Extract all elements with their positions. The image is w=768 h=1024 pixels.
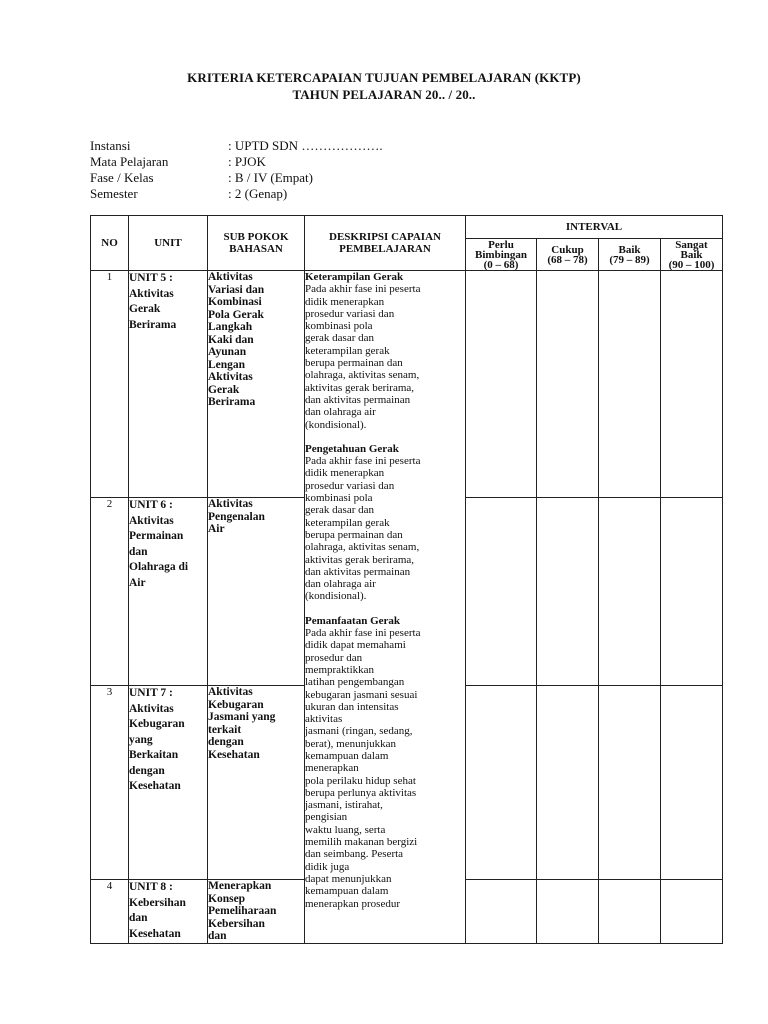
- text-line: jasmani, istirahat,: [305, 799, 383, 812]
- text-line: Kesehatan: [129, 780, 181, 792]
- text-line: Pemeliharaan: [208, 905, 277, 917]
- text-line: berupa permainan dan: [305, 357, 403, 370]
- text-line: Gerak: [208, 383, 240, 396]
- desc-body: [305, 283, 465, 431]
- score-cell-sangat-baik[interactable]: [661, 880, 723, 944]
- score-cell-baik[interactable]: [599, 686, 661, 880]
- info-value: : PJOK: [228, 154, 266, 169]
- text-line: berupa perlunya aktivitas: [305, 786, 417, 799]
- text-line: Olahraga di: [129, 561, 189, 573]
- header-no: NO: [91, 216, 129, 271]
- text-line: didik dapat memahami: [305, 639, 406, 652]
- header-unit: UNIT: [129, 216, 208, 271]
- text-line: Konsep: [208, 892, 246, 905]
- text-line: waktu luang, serta: [305, 823, 386, 836]
- unit-cell: [129, 498, 208, 686]
- text-line: UNIT 5 :: [129, 272, 173, 284]
- text-line: keterampilan gerak: [305, 344, 390, 357]
- text-line: UNIT 8 :: [129, 881, 173, 893]
- text-line: Permainan: [129, 530, 184, 542]
- text-line: Kaki dan: [208, 333, 254, 346]
- text-line: Aktivitas: [208, 271, 253, 283]
- text-line: didik juga: [305, 860, 350, 873]
- desc-heading: Pemanfaatan Gerak: [305, 614, 401, 627]
- text-line: (kondisional).: [305, 418, 367, 431]
- text-line: Air: [208, 523, 225, 535]
- score-cell-baik[interactable]: [599, 271, 661, 498]
- sub-pokok-cell: [208, 686, 305, 880]
- text-line: Aktivitas: [208, 371, 253, 383]
- text-line: Pada akhir fase ini peserta: [305, 627, 421, 640]
- text-line: Berirama: [208, 396, 256, 408]
- score-cell-perlu-bimbingan[interactable]: [466, 880, 537, 944]
- text-line: olahraga, aktivitas senam,: [305, 541, 420, 554]
- text-line: latihan pengembangan: [305, 676, 405, 689]
- header-sangat-baik: Sangat Baik (90 – 100): [661, 239, 723, 271]
- text-line: (kondisional).: [305, 590, 367, 603]
- info-label: Mata Pelajaran: [90, 154, 169, 169]
- unit-cell: [129, 880, 208, 944]
- text-line: Ayunan: [208, 346, 247, 358]
- text-line: Air: [129, 576, 146, 589]
- text-line: pengisian: [305, 811, 348, 824]
- header-cukup: Cukup (68 – 78): [537, 239, 599, 271]
- text-line: Aktivitas: [208, 498, 253, 510]
- table-row: [91, 271, 723, 498]
- text-line: Aktivitas: [129, 287, 174, 300]
- text-line: dan: [129, 912, 148, 924]
- text-line: Kesehatan: [129, 927, 181, 940]
- score-cell-sangat-baik[interactable]: [661, 686, 723, 880]
- text-line: prosedur variasi dan: [305, 479, 395, 492]
- text-line: dan: [208, 930, 227, 942]
- header-interval: INTERVAL: [466, 216, 723, 239]
- text-line: Kombinasi: [208, 296, 262, 308]
- text-line: Aktivitas: [129, 514, 174, 527]
- kktp-table: [90, 215, 723, 944]
- text-line: menerapkan prosedur: [305, 897, 400, 910]
- text-line: aktivitas: [305, 713, 343, 726]
- desc-block-pemanfaatan: [305, 615, 465, 910]
- text-line: Kebugaran: [208, 698, 264, 711]
- score-cell-cukup[interactable]: [537, 271, 599, 498]
- text-line: dan aktivitas permainan: [305, 393, 411, 406]
- score-cell-cukup[interactable]: [537, 880, 599, 944]
- score-cell-perlu-bimbingan[interactable]: [466, 686, 537, 880]
- text-line: dapat menunjukkan: [305, 872, 392, 885]
- unit-cell: [129, 686, 208, 880]
- header-perlu-bimbingan: Perlu Bimbingan (0 – 68): [466, 239, 537, 271]
- desc-block-keterampilan: [305, 271, 465, 431]
- header-deskripsi: DESKRIPSI CAPAIAN PEMBELAJARAN: [305, 216, 466, 271]
- sub-pokok-cell: [208, 498, 305, 686]
- document-subtitle: TAHUN PELAJARAN 20.. / 20..: [292, 87, 476, 102]
- text-line: pola perilaku hidup sehat: [305, 774, 416, 787]
- document-title: KRITERIA KETERCAPAIAN TUJUAN PEMBELAJARAN (KKTP): [187, 70, 581, 85]
- text-line: kemampuan dalam: [305, 749, 389, 762]
- desc-block-pengetahuan: [305, 443, 465, 603]
- text-line: Langkah: [208, 321, 253, 333]
- sub-pokok-cell: [208, 880, 305, 944]
- text-line: kebugaran jasmani sesuai: [305, 688, 418, 701]
- score-cell-perlu-bimbingan[interactable]: [466, 498, 537, 686]
- text-line: Berkaitan: [129, 749, 179, 761]
- text-line: dan olahraga air: [305, 406, 376, 419]
- text-line: Lengan: [208, 358, 246, 371]
- text-line: UNIT 7 :: [129, 687, 173, 699]
- unit-cell: [129, 271, 208, 498]
- text-line: dan seimbang. Peserta: [305, 848, 404, 861]
- text-line: menerapkan: [305, 762, 359, 775]
- text-line: kombinasi pola: [305, 320, 373, 333]
- info-label: Semester: [90, 186, 138, 201]
- row-no: 1: [91, 271, 129, 498]
- text-line: berupa permainan dan: [305, 528, 403, 541]
- text-line: Kesehatan: [208, 748, 260, 761]
- score-cell-perlu-bimbingan[interactable]: [466, 271, 537, 498]
- header-sub-pokok: SUB POKOK BAHASAN: [208, 216, 305, 271]
- text-line: memilih makanan bergizi: [305, 836, 418, 849]
- text-line: kemampuan dalam: [305, 885, 389, 898]
- text-line: keterampilan gerak: [305, 516, 390, 529]
- text-line: Kebugaran: [129, 718, 185, 730]
- text-line: Kebersihan: [208, 917, 265, 930]
- desc-body: [305, 627, 465, 910]
- text-line: olahraga, aktivitas senam,: [305, 369, 420, 382]
- text-line: berat), menunjukkan: [305, 737, 397, 750]
- text-line: dan olahraga air: [305, 578, 376, 591]
- text-line: didik menerapkan: [305, 295, 385, 308]
- score-cell-baik[interactable]: [599, 498, 661, 686]
- text-line: aktivitas gerak berirama,: [305, 381, 415, 394]
- sub-pokok-cell: [208, 271, 305, 498]
- text-line: yang: [129, 733, 153, 746]
- score-cell-sangat-baik[interactable]: [661, 498, 723, 686]
- score-cell-baik[interactable]: [599, 880, 661, 944]
- text-line: Menerapkan: [208, 880, 272, 892]
- text-line: ukuran dan intensitas: [305, 700, 399, 713]
- row-no: 2: [91, 498, 129, 686]
- text-line: Pengenalan: [208, 510, 265, 523]
- info-label: Fase / Kelas: [90, 170, 154, 185]
- text-line: Kebersihan: [129, 896, 186, 909]
- text-line: dengan: [208, 736, 244, 748]
- text-line: terkait: [208, 723, 242, 736]
- info-label: Instansi: [90, 138, 131, 153]
- deskripsi-cell: [305, 271, 466, 944]
- desc-heading: Keterampilan Gerak: [305, 271, 404, 283]
- text-line: jasmani (ringan, sedang,: [305, 725, 413, 738]
- text-line: mempraktikkan: [305, 663, 375, 676]
- text-line: Gerak: [129, 303, 161, 315]
- text-line: Pada akhir fase ini peserta: [305, 455, 421, 468]
- header-baik: Baik (79 – 89): [599, 239, 661, 271]
- text-line: Pola Gerak: [208, 308, 264, 321]
- info-value: : 2 (Genap): [228, 186, 288, 201]
- desc-heading: Pengetahuan Gerak: [305, 442, 399, 455]
- score-cell-cukup[interactable]: [537, 498, 599, 686]
- text-line: prosedur variasi dan: [305, 307, 395, 320]
- text-line: dengan: [129, 764, 165, 777]
- row-no: 3: [91, 686, 129, 880]
- text-line: Variasi dan: [208, 283, 265, 296]
- info-value: : B / IV (Empat): [228, 170, 313, 185]
- score-cell-cukup[interactable]: [537, 686, 599, 880]
- text-line: didik menerapkan: [305, 467, 385, 480]
- text-line: Berirama: [129, 318, 177, 331]
- desc-body: [305, 455, 465, 603]
- text-line: UNIT 6 :: [129, 499, 173, 511]
- text-line: Aktivitas: [129, 702, 174, 715]
- text-line: Pada akhir fase ini peserta: [305, 283, 421, 296]
- text-line: gerak dasar dan: [305, 504, 375, 517]
- text-line: gerak dasar dan: [305, 332, 375, 345]
- score-cell-sangat-baik[interactable]: [661, 271, 723, 498]
- info-value: : UPTD SDN ……………….: [228, 138, 383, 153]
- row-no: 4: [91, 880, 129, 944]
- text-line: dan: [129, 545, 148, 558]
- text-line: kombinasi pola: [305, 492, 373, 505]
- text-line: Jasmani yang: [208, 711, 276, 723]
- text-line: prosedur dan: [305, 651, 363, 664]
- text-line: Aktivitas: [208, 686, 253, 698]
- text-line: aktivitas gerak berirama,: [305, 553, 415, 566]
- text-line: dan aktivitas permainan: [305, 565, 411, 578]
